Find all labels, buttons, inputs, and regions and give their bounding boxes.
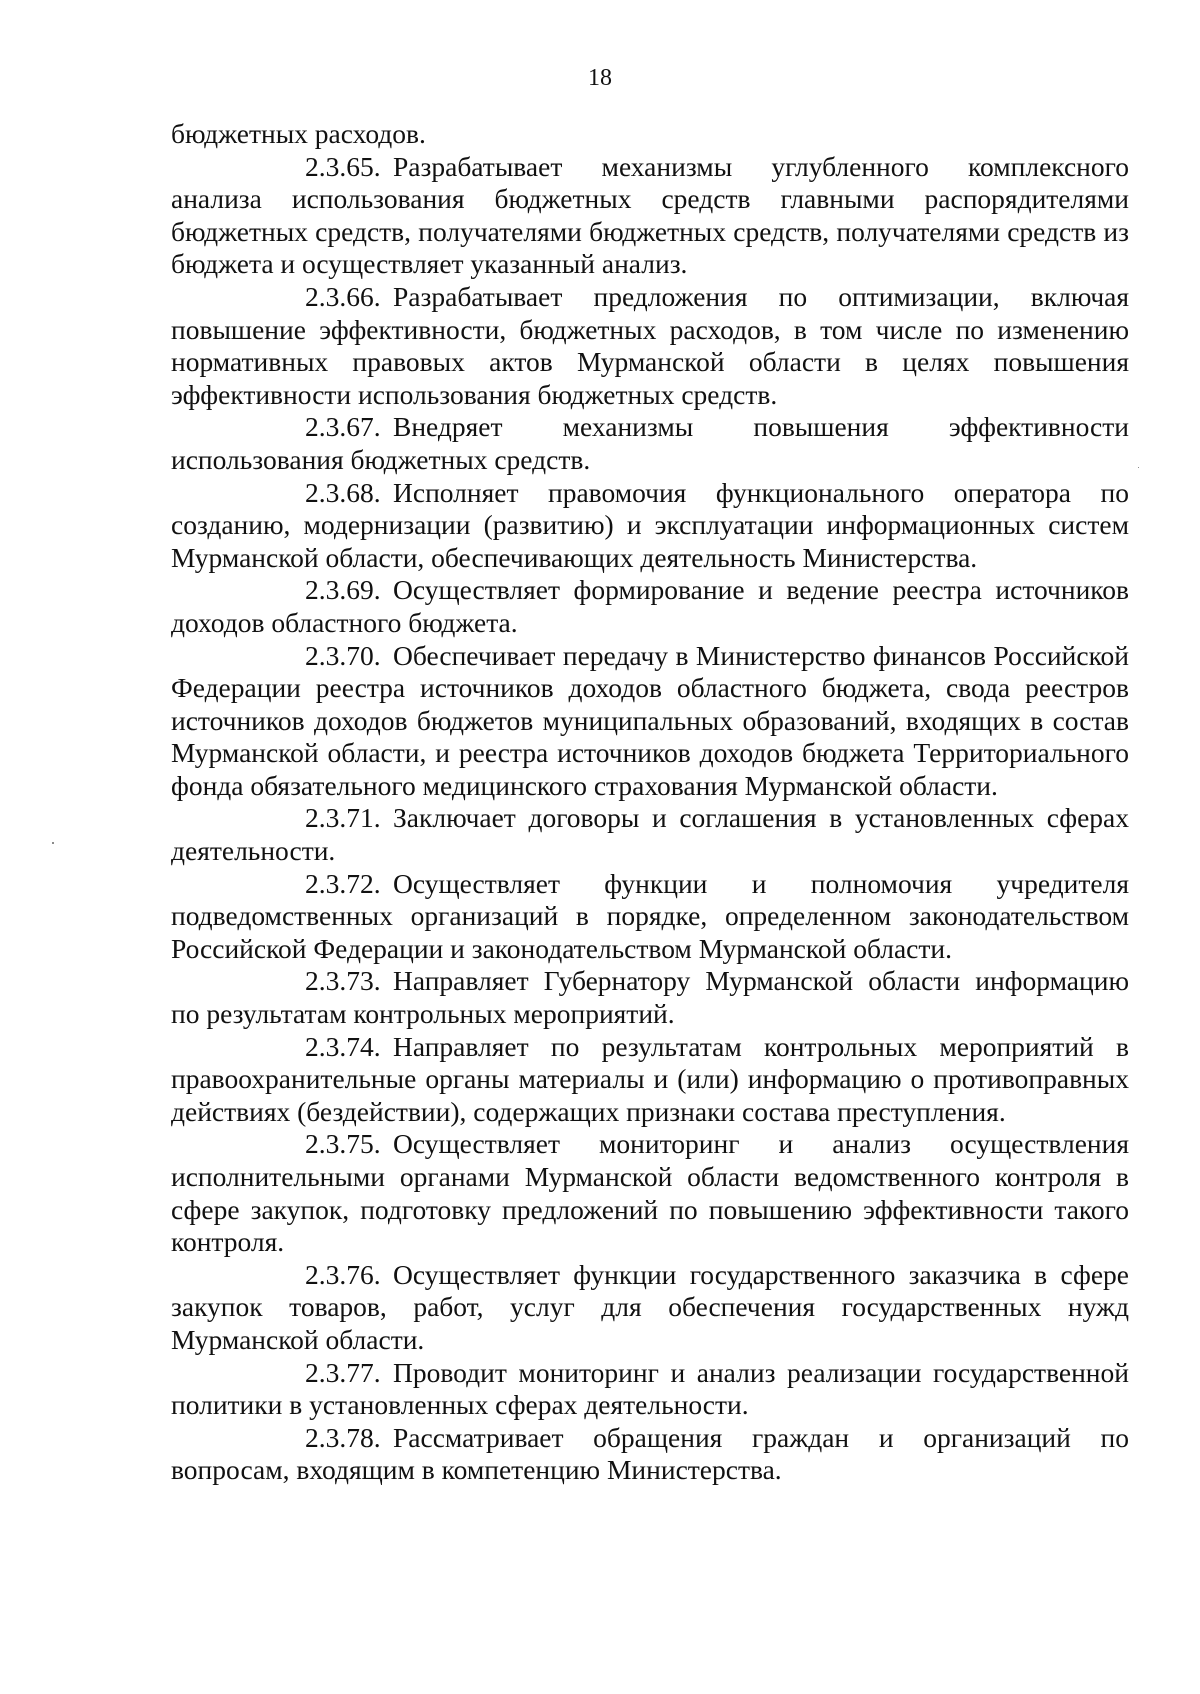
clause-text: Осуществляет функции и полномочия учредителя подведомственных организаций в порядке, определенном законодательством Российской Федерации и законодательством Мурманской области.	[171, 867, 1129, 964]
continuation-paragraph: бюджетных расходов.	[171, 118, 426, 149]
clause-number: 2.3.65.	[305, 150, 381, 182]
document-body	[171, 118, 1129, 1487]
clause-2-3-75	[171, 1128, 1129, 1258]
page-number: 18	[588, 65, 612, 91]
clause-text: Внедряет механизмы повышения эффективности использования бюджетных средств.	[171, 411, 1129, 475]
clause-number: 2.3.78.	[305, 1421, 381, 1453]
clause-2-3-77	[171, 1357, 1129, 1422]
clause-text: Проводит мониторинг и анализ реализации государственной политики в установленных сферах деятельности.	[171, 1356, 1129, 1421]
clause-text: Разрабатывает предложения по оптимизации, включая повышение эффективности, бюджетных расходов, в том числе по изменению нормативных правовых актов Мурманской области в целях повышения эффективности использования бюджетных средств.	[171, 280, 1129, 410]
clause-text: Осуществляет мониторинг и анализ осуществления исполнительными органами Мурманской области ведомственного контроля в сфере закупок, подготовку предложений по повышению эффективности такого контроля.	[171, 1128, 1129, 1258]
clause-number: 2.3.66.	[305, 280, 381, 312]
clause-2-3-71	[171, 802, 1129, 867]
clause-2-3-76	[171, 1259, 1129, 1357]
clause-number: 2.3.70.	[305, 639, 381, 671]
clause-text: Рассматривает обращения граждан и организаций по вопросам, входящим в компетенцию Министерства.	[171, 1421, 1129, 1486]
clause-number: 2.3.67.	[305, 411, 381, 443]
clause-2-3-69	[171, 574, 1129, 639]
clause-number: 2.3.72.	[305, 867, 381, 899]
clause-2-3-70	[171, 640, 1129, 803]
clause-2-3-72	[171, 868, 1129, 966]
clause-number: 2.3.75.	[305, 1128, 381, 1160]
clause-2-3-74	[171, 1031, 1129, 1129]
clause-text: Направляет Губернатору Мурманской области информацию по результатам контрольных мероприятий.	[171, 965, 1129, 1030]
clause-text: Заключает договоры и соглашения в установленных сферах деятельности.	[171, 802, 1129, 867]
clause-2-3-78	[171, 1422, 1129, 1487]
clause-number: 2.3.77.	[305, 1356, 381, 1388]
scan-speck	[52, 842, 54, 844]
clause-number: 2.3.71.	[305, 802, 381, 834]
clause-number: 2.3.73.	[305, 965, 381, 997]
clause-2-3-66	[171, 281, 1129, 411]
clause-number: 2.3.76.	[305, 1258, 381, 1290]
clause-number: 2.3.69.	[305, 574, 381, 606]
clause-text: Осуществляет формирование и ведение реестра источников доходов областного бюджета.	[171, 574, 1129, 638]
clause-2-3-68	[171, 477, 1129, 575]
scan-speck	[1138, 467, 1139, 468]
clause-text: Осуществляет функции государственного заказчика в сфере закупок товаров, работ, услуг для обеспечения государственных нужд Мурманской области.	[171, 1258, 1129, 1355]
clause-2-3-65	[171, 151, 1129, 281]
clause-number: 2.3.68.	[305, 476, 381, 508]
clause-2-3-73	[171, 965, 1129, 1030]
clause-text: Исполняет правомочия функционального оператора по созданию, модернизации (развитию) и эксплуатации информационных систем Мурманской области, обеспечивающих деятельность Министерства.	[171, 476, 1129, 573]
clause-2-3-67	[171, 411, 1129, 476]
clause-number: 2.3.74.	[305, 1030, 381, 1062]
clause-text: Обеспечивает передачу в Министерство финансов Российской Федерации реестра источников доходов областного бюджета, свода реестров источников доходов бюджетов муниципальных образований, входящих в состав Мурманской области, и реестра источников доходов бюджета Территориального фонда обязательного медицинского страхования Мурманской области.	[171, 639, 1129, 801]
clause-text: Разрабатывает механизмы углубленного комплексного анализа использования бюджетных средств главными распорядителями бюджетных средств, получателями бюджетных средств, получателями средств из бюджета и осуществляет указанный анализ.	[171, 150, 1129, 280]
clause-text: Направляет по результатам контрольных мероприятий в правоохранительные органы материалы и (или) информацию о противоправных действиях (бездействии), содержащих признаки состава преступления.	[171, 1030, 1129, 1127]
